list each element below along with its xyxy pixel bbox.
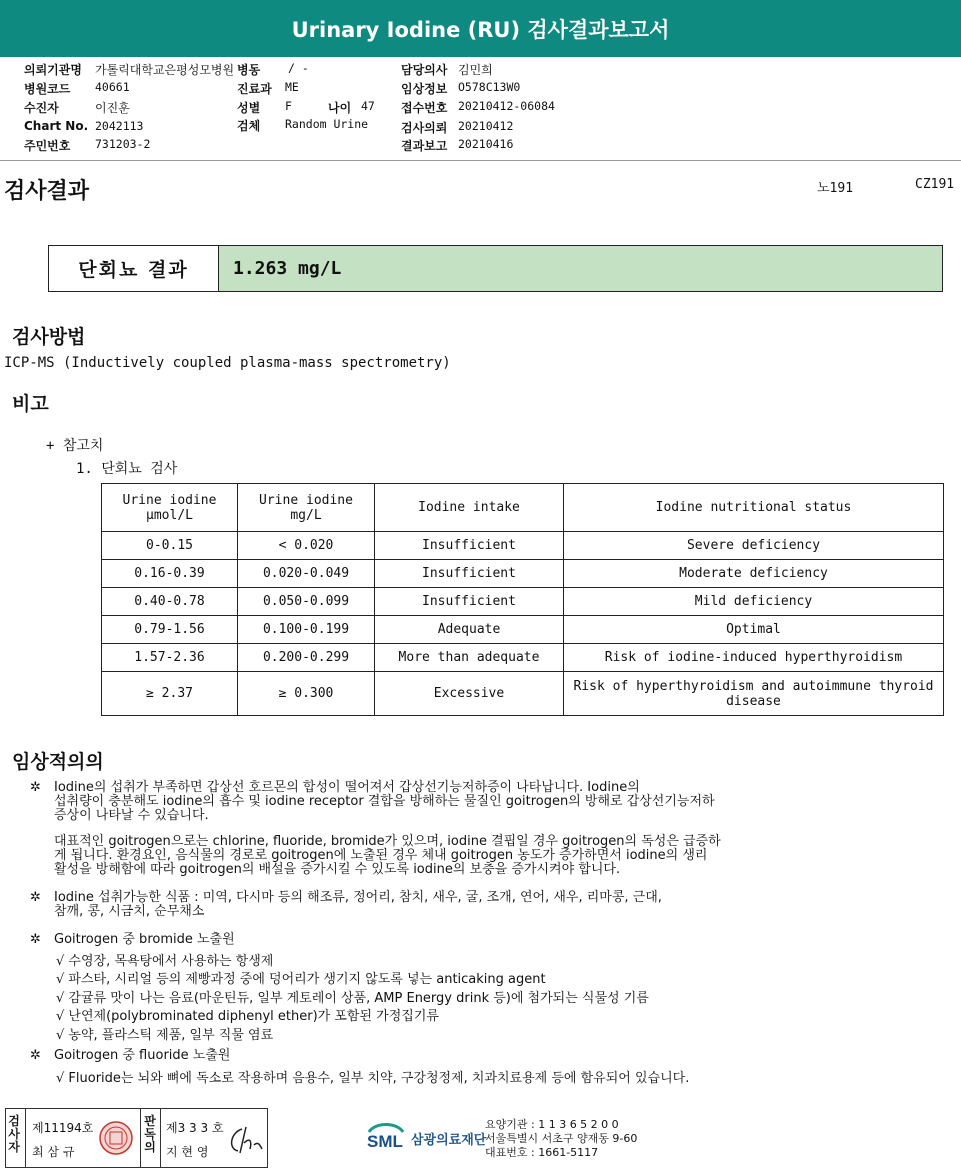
vertical-char: 판 bbox=[144, 1114, 156, 1128]
cell: 1.57-2.36 bbox=[102, 644, 238, 672]
fluoride-title-text: Goitrogen 중 fluoride 노출원 bbox=[54, 1048, 231, 1063]
id-label: 주민번호 bbox=[24, 139, 71, 153]
header-mg: Urine iodine mg/L bbox=[238, 484, 375, 532]
cell: Insufficient bbox=[375, 532, 564, 560]
result-value: 1.263 mg/L bbox=[219, 246, 942, 291]
clinical-paragraph-1 bbox=[30, 781, 940, 829]
inspector-number: 제11194호 bbox=[32, 1121, 94, 1135]
receipt-value: 20210412-06084 bbox=[458, 99, 555, 113]
inspector-name: 최 삼 규 bbox=[32, 1145, 75, 1159]
reader-vertical-label bbox=[142, 1115, 158, 1154]
cell: Risk of hyperthyroidism and autoimmune thyroid disease bbox=[564, 672, 944, 716]
header-status: Iodine nutritional status bbox=[564, 484, 944, 532]
cell: 0.16-0.39 bbox=[102, 560, 238, 588]
clinical-info-label: 임상정보 bbox=[401, 82, 448, 96]
code-right-2: CZ191 bbox=[915, 177, 955, 192]
bromide-item: √ 농약, 플라스틱 제품, 일부 직물 염료 bbox=[56, 1028, 274, 1043]
table-row bbox=[102, 616, 944, 644]
table-row bbox=[102, 644, 944, 672]
dept-value: ME bbox=[285, 80, 299, 94]
bromide-title bbox=[30, 933, 940, 949]
patient-info-panel bbox=[0, 57, 961, 161]
cell: Severe deficiency bbox=[564, 532, 944, 560]
table-row bbox=[102, 672, 944, 716]
paragraph-line: Iodine 섭취가능한 식품 : 미역, 다시마 등의 해조류, 정어리, 참치, 새우, 굴, 조개, 연어, 새우, 리마콩, 근대, bbox=[54, 890, 662, 905]
cell: 0.200-0.299 bbox=[238, 644, 375, 672]
cell: Insufficient bbox=[375, 588, 564, 616]
request-label: 검사의뢰 bbox=[401, 121, 448, 135]
doctor-value: 김민희 bbox=[458, 63, 493, 77]
lab-info-line: 서울특별시 서초구 양재동 9-60 bbox=[485, 1132, 638, 1145]
bromide-title-text: Goitrogen 중 bromide 노출원 bbox=[54, 932, 235, 947]
paragraph-line: 참깨, 콩, 시금치, 순무채소 bbox=[54, 904, 205, 919]
cell: 0.020-0.049 bbox=[238, 560, 375, 588]
table-header-row bbox=[102, 484, 944, 532]
patient-value: 이진훈 bbox=[95, 101, 130, 115]
paragraph-line: 섭취량이 충분해도 iodine의 흡수 및 iodine receptor 결합을 방해하는 물질인 goitrogen의 방해로 갑상선기능저하 bbox=[54, 794, 715, 809]
clinical-info-value: O578C13W0 bbox=[458, 80, 521, 94]
header-umol: Urine iodine μmol/L bbox=[102, 484, 238, 532]
doctor-label: 담당의사 bbox=[401, 63, 448, 77]
chart-value: 2042113 bbox=[95, 119, 144, 133]
paragraph-line: Iodine의 섭취가 부족하면 갑상선 호르몬의 합성이 떨어져서 갑상선기능저하증이 나타납니다. Iodine의 bbox=[54, 780, 640, 795]
sex-value: F bbox=[285, 99, 292, 113]
ward-value: / - bbox=[288, 61, 309, 75]
vertical-char: 자 bbox=[8, 1140, 20, 1154]
clinical-title: 임상적의의 bbox=[12, 751, 104, 773]
code-right-1: 노191 bbox=[817, 181, 854, 196]
cell: 0.100-0.199 bbox=[238, 616, 375, 644]
bromide-item: √ 감귤류 맛이 나는 음료(마운틴듀, 일부 게토레이 상품, AMP Energy drink 등)에 첨가되는 식물성 기름 bbox=[56, 991, 649, 1006]
receipt-label: 접수번호 bbox=[401, 101, 448, 115]
reader-number: 제3 3 3 호 bbox=[166, 1121, 224, 1135]
table-row bbox=[102, 588, 944, 616]
fluoride-item: √ Fluoride는 뇌와 뼈에 독소로 작용하며 음용수, 일부 치약, 구강청정제, 치과치료용제 등에 함유되어 있습니다. bbox=[56, 1071, 690, 1086]
cell: Mild deficiency bbox=[564, 588, 944, 616]
signature-box bbox=[5, 1108, 268, 1168]
report-date-value: 20210416 bbox=[458, 137, 514, 151]
id-value: 731203-2 bbox=[95, 137, 151, 151]
cell: < 0.020 bbox=[238, 532, 375, 560]
cell: 0.40-0.78 bbox=[102, 588, 238, 616]
cell: 0.79-1.56 bbox=[102, 616, 238, 644]
bromide-item: √ 수영장, 목욕탕에서 사용하는 항생제 bbox=[56, 954, 274, 969]
cell: Optimal bbox=[564, 616, 944, 644]
ward-label: 병동 bbox=[237, 63, 261, 77]
sex-label: 성별 bbox=[237, 101, 261, 115]
result-label: 단회뇨 결과 bbox=[49, 246, 219, 291]
reference-subtitle: 1. 단회뇨 검사 bbox=[76, 461, 178, 477]
sml-logo-icon bbox=[365, 1120, 407, 1156]
lab-logo bbox=[365, 1120, 486, 1156]
header-intake: Iodine intake bbox=[375, 484, 564, 532]
bullet-icon: ✲ bbox=[30, 890, 41, 905]
request-value: 20210412 bbox=[458, 119, 514, 133]
lab-info-line: 요양기관 : 1 1 3 6 5 2 0 0 bbox=[485, 1118, 619, 1131]
seal-icon bbox=[98, 1120, 134, 1156]
logo-text: SML bbox=[367, 1132, 403, 1151]
bullet-icon: ✲ bbox=[30, 932, 41, 947]
report-date-label: 결과보고 bbox=[401, 139, 448, 153]
cell: Moderate deficiency bbox=[564, 560, 944, 588]
vertical-char: 의 bbox=[144, 1140, 156, 1154]
inspector-vertical-label bbox=[6, 1115, 22, 1154]
hospital-value: 가톨릭대학교은평성모병원 bbox=[95, 63, 235, 77]
paragraph-line: 대표적인 goitrogen으로는 chlorine, fluoride, bromide가 있으며, iodine 결핍일 경우 goitrogen의 독성은 급증하 bbox=[54, 834, 721, 849]
cell: ≥ 2.37 bbox=[102, 672, 238, 716]
table-row bbox=[102, 560, 944, 588]
age-value: 47 bbox=[361, 99, 375, 113]
cell: Adequate bbox=[375, 616, 564, 644]
cell: Risk of iodine-induced hyperthyroidism bbox=[564, 644, 944, 672]
patient-label: 수진자 bbox=[24, 101, 59, 115]
chart-label: Chart No. bbox=[24, 119, 89, 133]
paragraph-line: 게 됩니다. 환경요인, 음식물의 경로로 goitrogen에 노출된 경우 체내 goitrogen 농도가 증가하면서 iodine의 생리 bbox=[54, 848, 708, 863]
bullet-icon: ✲ bbox=[30, 780, 41, 795]
hospital-label: 의뢰기관명 bbox=[24, 63, 82, 77]
vertical-char: 독 bbox=[144, 1127, 156, 1141]
cell: More than adequate bbox=[375, 644, 564, 672]
bromide-item: √ 난연제(polybrominated diphenyl ether)가 포함된 가정집기류 bbox=[56, 1009, 439, 1024]
reference-title: + 참고치 bbox=[46, 438, 104, 454]
lab-info bbox=[485, 1118, 637, 1160]
cell: Excessive bbox=[375, 672, 564, 716]
cell: 0.050-0.099 bbox=[238, 588, 375, 616]
lab-info-line: 대표번호 : 1661-5117 bbox=[485, 1146, 599, 1159]
specimen-value: Random Urine bbox=[285, 117, 369, 131]
dept-label: 진료과 bbox=[237, 82, 272, 96]
code-label: 병원코드 bbox=[24, 82, 71, 96]
vertical-char: 검 bbox=[8, 1114, 20, 1128]
remarks-title: 비고 bbox=[12, 393, 49, 415]
code-value: 40661 bbox=[95, 80, 130, 94]
reference-table bbox=[101, 483, 944, 716]
result-box bbox=[48, 245, 943, 292]
paragraph-line: 증상이 나타날 수 있습니다. bbox=[54, 808, 209, 823]
signature-icon bbox=[226, 1123, 264, 1157]
method-text: ICP-MS (Inductively coupled plasma-mass spectrometry) bbox=[4, 355, 451, 371]
method-title: 검사방법 bbox=[12, 326, 86, 348]
table-row bbox=[102, 532, 944, 560]
age-label: 나이 bbox=[328, 101, 352, 115]
fluoride-title bbox=[30, 1049, 940, 1065]
footer bbox=[0, 1106, 961, 1173]
lab-name: 삼광의료재단 bbox=[411, 1132, 487, 1148]
paragraph-line: 활성을 방해함에 따라 goitrogen의 배설을 증가시킬 수 있도록 iodine의 보충을 증가시켜야 합니다. bbox=[54, 862, 621, 877]
specimen-label: 검체 bbox=[237, 119, 261, 133]
section-result-title: 검사결과 bbox=[4, 179, 90, 204]
clinical-paragraph-3 bbox=[30, 891, 940, 923]
reader-name: 지 현 영 bbox=[166, 1145, 209, 1159]
report-title: Urinary Iodine (RU) 검사결과보고서 bbox=[0, 0, 961, 57]
vertical-char: 사 bbox=[8, 1127, 20, 1141]
bromide-item: √ 파스타, 시리얼 등의 제빵과정 중에 덩어리가 생기지 않도록 넣는 anticaking agent bbox=[56, 972, 546, 987]
bullet-icon: ✲ bbox=[30, 1048, 41, 1063]
cell: Insufficient bbox=[375, 560, 564, 588]
clinical-paragraph-2 bbox=[30, 835, 940, 883]
cell: 0-0.15 bbox=[102, 532, 238, 560]
cell: ≥ 0.300 bbox=[238, 672, 375, 716]
